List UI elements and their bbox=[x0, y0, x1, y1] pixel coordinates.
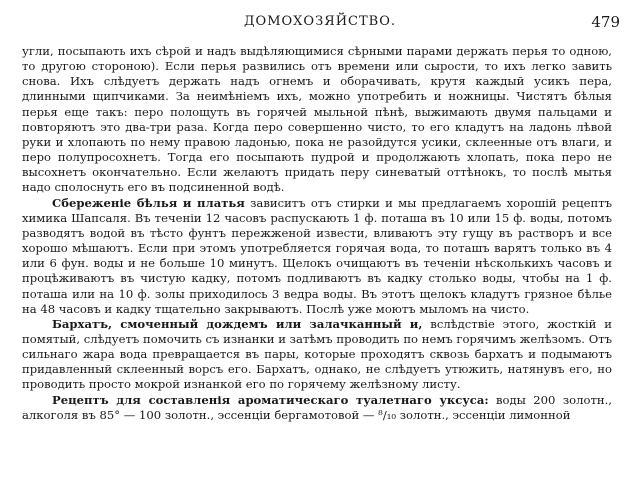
paragraph-linen-care bbox=[22, 196, 612, 317]
paragraph-lead: Бархатъ, смоченный дождемъ или залачканный и, bbox=[52, 316, 423, 331]
paragraph-lead: Сбереженіе бѣлья и платья bbox=[52, 195, 245, 210]
paragraph-lead: Рецептъ для составленія ароматическаго туалетнаго уксуса: bbox=[52, 392, 489, 407]
page-number: 479 bbox=[591, 13, 620, 31]
paragraph-text: вслѣдствіе этого, жосткій и помятый, слѣдуетъ помочить съ изнанки и затѣмъ проводить по немъ горячимъ желѣзомъ. Отъ сильнаго жара вода превращается въ пары, которые проходятъ сквозь бархатъ и подымаютъ придавленный склеенный ворсъ его. Бархатъ, однако, не слѣдуетъ утюжить, натянувъ его, но проводить просто мокрой изнанкой его по горячему желѣзному листу. bbox=[22, 316, 612, 392]
running-head: ДОМОХОЗЯЙСТВО. bbox=[243, 14, 396, 29]
paragraph-text: зависитъ отъ стирки и мы предлагаемъ хорошій рецептъ химика Шапсаля. Въ теченіи 12 часовъ распускають 1 ф. поташа въ 10 или 15 ф. воды, потомъ разводятъ водой въ тѣсто фунтъ пережженой извести, вливаютъ эту гущу въ растворъ и все хорошо мѣшаютъ. Если при этомъ употребляется горячая вода, то поташъ варятъ только въ 4 или 6 фун. воды и не больше 10 минутъ. Щелокъ очищаютъ въ теченіи нѣсколькихъ часовъ и процѣживаютъ въ чистую кадку, потомъ подливаютъ въ кадку столько воды, чтобы на 1 ф. поташа или на 10 ф. золы приходилось 3 ведра воды. Въ этотъ щелокъ кладутъ грязное бѣлье на 48 часовъ и кадку тщательно закрываютъ. Послѣ уже моютъ мыломъ на чисто. bbox=[22, 195, 612, 316]
body-text bbox=[22, 44, 612, 423]
paragraph-text: угли, посыпають ихъ сѣрой и надъ выдѣляющимися сѣрными парами держать перья то одною, то другою стороною). Если перья развились отъ времени или сырости, то ихъ легко завить снова. Ихъ слѣдуетъ держать надъ огнемъ и оборачивать, крутя каждый усикъ пера, длинными щипчиками. За неимѣніемъ ихъ, можно употребить и ножницы. Чистятъ бѣлыя перья еще такъ: перо полощуть въ горячей мыльной пѣнѣ, выжимають двумя пальцами и повторяютъ это два-три раза. Когда перо совершенно чисто, то его кладутъ на ладонь лѣвой руки и хлопають по нему правою ладонью, пока не разойдутся усики, склеенные отъ влаги, и перо полупросохнетъ. Тогда его посыпають пудрой и продолжають хлопать, пока перо не высохнетъ окончательно. Если желаютъ придать перу синеватый оттѣнокъ, то послѣ мытья надо сполоснуть его въ подсиненной водѣ. bbox=[22, 44, 612, 195]
paragraph-velvet bbox=[22, 317, 612, 393]
paragraph-text: воды 200 золотн., алкоголя въ 85° — 100 золотн., эссенціи бергамотовой — ⁸/₁₀ золотн., эссенціи лимонной bbox=[22, 392, 612, 422]
paragraph-feathers bbox=[22, 44, 612, 196]
paragraph-vinegar-recipe bbox=[22, 393, 612, 423]
page-header bbox=[0, 14, 640, 34]
